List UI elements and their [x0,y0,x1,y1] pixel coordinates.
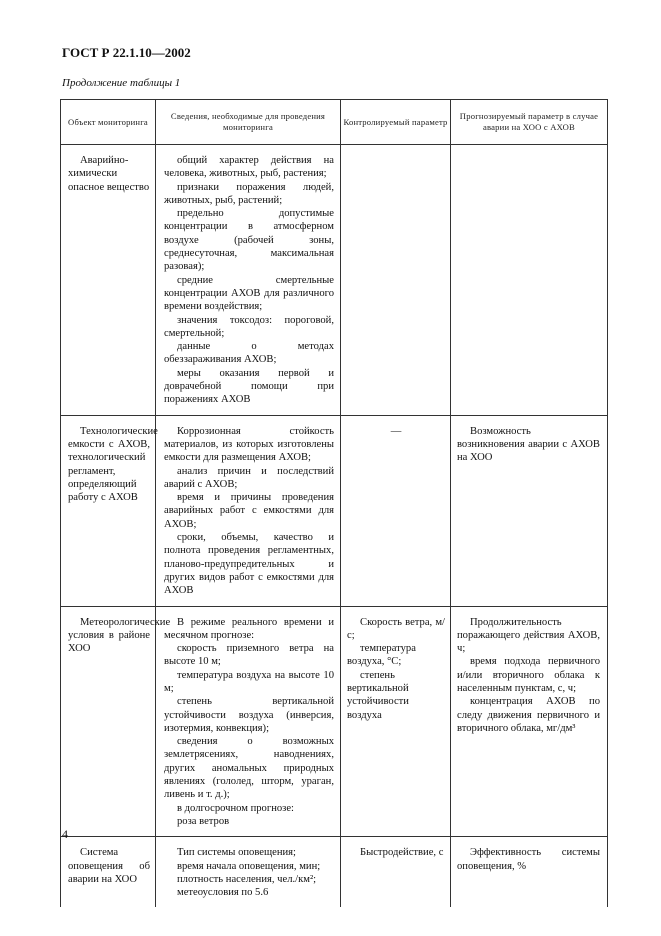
cell-controlled: Скорость ветра, м/с; температура воздуха, °С; степень вертикальной устойчивости воздуха [341,606,451,837]
monitoring-table [60,99,608,907]
cell-object: Система оповещения об аварии на ХОО [61,837,156,908]
table-continuation-label: Продолжение таблицы 1 [62,77,181,89]
cell-controlled: Быстродействие, с [341,837,451,908]
column-header-controlled: Контролируемый параметр [341,100,451,145]
cell-info: В режиме реального времени и месячном прогнозе: скорость приземного ветра на высоте 10 м; температура воздуха на высоте 10 м; степень вертикальной устойчивости воздуха (инверсия, изотермия, конвекция); сведения о возможных землетрясениях, наводнениях, других аномальных природных явлениях (гололед, шторм, ураган, ливень и т. д.); в долгосрочном прогнозе: роза ветров [156,606,341,837]
table-row [61,837,608,908]
cell-forecast: Возможность возникновения аварии с АХОВ на ХОО [451,415,608,606]
cell-object: Аварийно-химически опасное вещество [61,145,156,416]
cell-object: Метеорологические условия в районе ХОО [61,606,156,837]
page-number: 4 [62,827,68,841]
column-header-info: Сведения, необходимые для проведения мониторинга [156,100,341,145]
cell-forecast: Продолжительность поражающего действия АХОВ, ч; время подхода первичного и/или вторичного облака к населенным пунктам, с, ч; концентрация АХОВ по следу движения первичного и вторичного облака, мг/дм³ [451,606,608,837]
table-row [61,145,608,416]
cell-object: Технологические емкости с АХОВ, технологический регламент, определяющий работу с АХОВ [61,415,156,606]
cell-controlled [341,145,451,416]
table-header-row [61,100,608,145]
column-header-forecast: Прогнозируемый параметр в случае аварии на ХОО с АХОВ [451,100,608,145]
cell-forecast: Эффективность системы оповещения, % [451,837,608,908]
cell-info: общий характер действия на человека, животных, рыб, растения; признаки поражения людей, животных, рыб, растений; предельно допустимые концентрации в атмосферном воздухе (рабочей зоны, среднесуточная, максимальная разовая); средние смертельные концентрации АХОВ для различного времени воздействия; значения токсодоз: пороговой, смертельной; данные о методах обеззараживания АХОВ; меры оказания первой и доврачебной помощи при поражениях АХОВ [156,145,341,416]
document-code: ГОСТ Р 22.1.10—2002 [62,45,191,60]
column-header-object: Объект мониторинга [61,100,156,145]
cell-controlled: — [341,415,451,606]
cell-info: Тип системы оповещения; время начала оповещения, мин; плотность населения, чел./км²; метеоусловия по 5.6 [156,837,341,908]
table-row [61,415,608,606]
cell-forecast [451,145,608,416]
cell-info: Коррозионная стойкость материалов, из которых изготовлены емкости для размещения АХОВ; анализ причин и последствий аварий с АХОВ; время и причины проведения аварийных работ с емкостями для АХОВ; сроки, объемы, качество и полнота проведения регламентных, планово-предупредительных и других видов работ с емкостями для АХОВ [156,415,341,606]
table-row [61,606,608,837]
